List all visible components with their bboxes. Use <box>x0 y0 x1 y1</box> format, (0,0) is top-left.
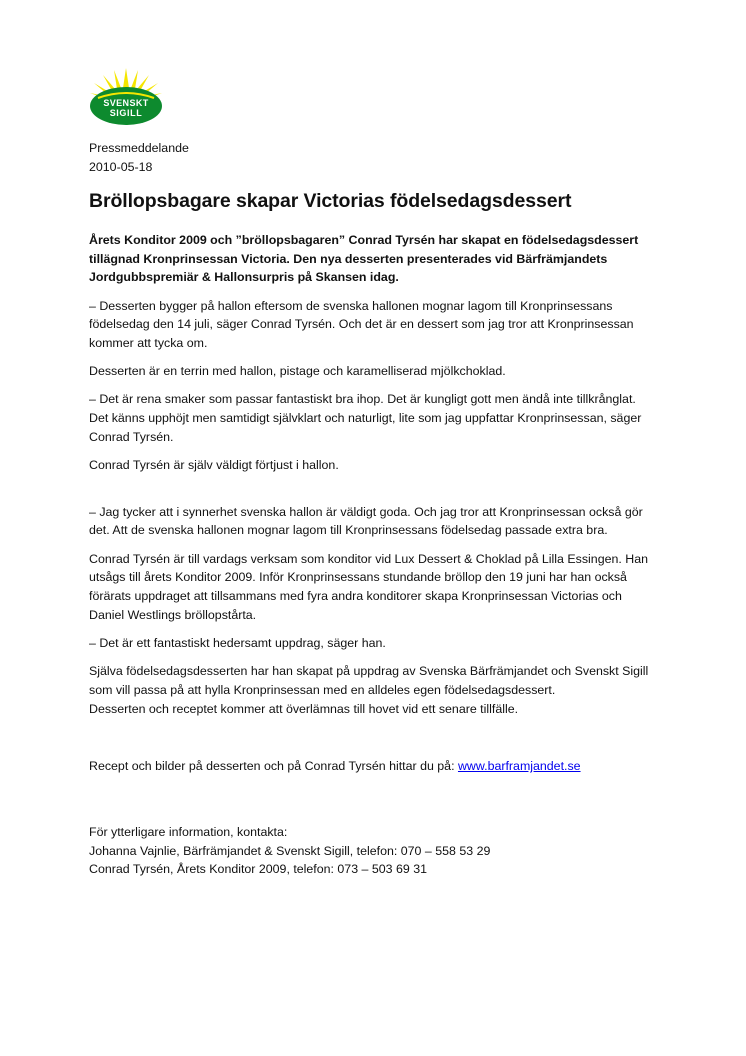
text-line: det. Att de svenska hallonen mognar lagom till Kronprinsessans födelsedag passade extra bra. <box>89 523 608 538</box>
paragraph-9 <box>89 757 659 776</box>
paragraph-5 <box>89 503 659 540</box>
contact-line: Johanna Vajnlie, Bärfrämjandet & Svenskt Sigill, telefon: 070 – 558 53 29 <box>89 843 491 858</box>
contact-line: Conrad Tyrsén, Årets Konditor 2009, telefon: 073 – 503 69 31 <box>89 862 427 877</box>
lead-line: Årets Konditor 2009 och ”bröllopsbagaren” Conrad Tyrsén har skapat en födelsedagsdessert <box>89 233 639 247</box>
text-line: kommer att tycka om. <box>89 336 208 351</box>
lead-paragraph <box>89 231 659 287</box>
text-line: Själva födelsedagsdesserten har han skapat på uppdrag av Svenska Bärfrämjandet och Svenskt Sigill <box>89 664 649 679</box>
text-line: Conrad Tyrsén är till vardags verksam som konditor vid Lux Dessert & Choklad på Lilla Essingen. Han <box>89 551 648 566</box>
document-meta <box>89 139 189 177</box>
text-line: Conrad Tyrsén. <box>89 429 174 444</box>
text-line: Desserten och receptet kommer att överlämnas till hovet vid ett senare tillfälle. <box>89 701 519 716</box>
lead-line: tillägnad Kronprinsessan Victoria. Den nya desserten presenterades vid Bärfrämjandets <box>89 251 608 266</box>
text-line: förärats uppdraget att tillsammans med fyra andra konditorer skapa Kronprinsessan Victorias och <box>89 589 622 604</box>
paragraph-2: Desserten är en terrin med hallon, pistage och karamelliserad mjölkchoklad. <box>89 364 506 379</box>
text-line: Daniel Westlings bröllopstårta. <box>89 607 257 622</box>
text-line: – Jag tycker att i synnerhet svenska hallon är väldigt goda. Och jag tror att Kronprinsessan också gör <box>89 504 643 519</box>
lead-line: Jordgubbspremiär & Hallonsurpris på Skansen idag. <box>89 270 399 285</box>
contact-block <box>89 823 659 879</box>
article-body <box>89 231 659 879</box>
text-line: som vill passa på att hylla Kronprinsessan med en alldeles egen födelsedagsdessert. <box>89 682 556 697</box>
paragraph-7: – Det är ett fantastiskt hedersamt uppdrag, säger han. <box>89 635 386 650</box>
text-line: utsågs till årets Konditor 2009. Inför Kronprinsessans stundande bröllop den 19 juni har han också <box>89 570 627 585</box>
document-type: Pressmeddelande <box>89 141 189 155</box>
website-link[interactable]: www.barframjandet.se <box>457 759 581 774</box>
paragraph-8 <box>89 662 659 718</box>
paragraph-3 <box>89 390 659 446</box>
svenskt-sigill-logo <box>88 66 164 126</box>
text-line: Recept och bilder på desserten och på Conrad Tyrsén hittar du på: <box>89 759 458 774</box>
paragraph-6 <box>89 550 659 625</box>
text-line: – Desserten bygger på hallon eftersom de svenska hallonen mognar lagom till Kronprinsessans <box>89 298 613 313</box>
page-title: Bröllopsbagare skapar Victorias födelsedagsdessert <box>89 190 572 212</box>
contact-heading: För ytterligare information, kontakta: <box>89 824 288 839</box>
paragraph-4: Conrad Tyrsén är själv väldigt förtjust i hallon. <box>89 458 339 473</box>
text-line: födelsedag den 14 juli, säger Conrad Tyrsén. Och det är en dessert som jag tror att Kronprinsessan <box>89 317 634 332</box>
logo-text-line1: SVENSKT <box>103 98 149 108</box>
document-date: 2010-05-18 <box>89 160 153 174</box>
text-line: – Det är rena smaker som passar fantastiskt bra ihop. Det är kungligt gott men ändå inte tillkrånglat. <box>89 392 636 407</box>
paragraph-1 <box>89 297 659 353</box>
text-line: Det känns upphöjt men samtidigt självklart och naturligt, lite som jag uppfattar Kronprinsessan, säger <box>89 411 642 426</box>
logo-text-line2: SIGILL <box>109 108 143 118</box>
